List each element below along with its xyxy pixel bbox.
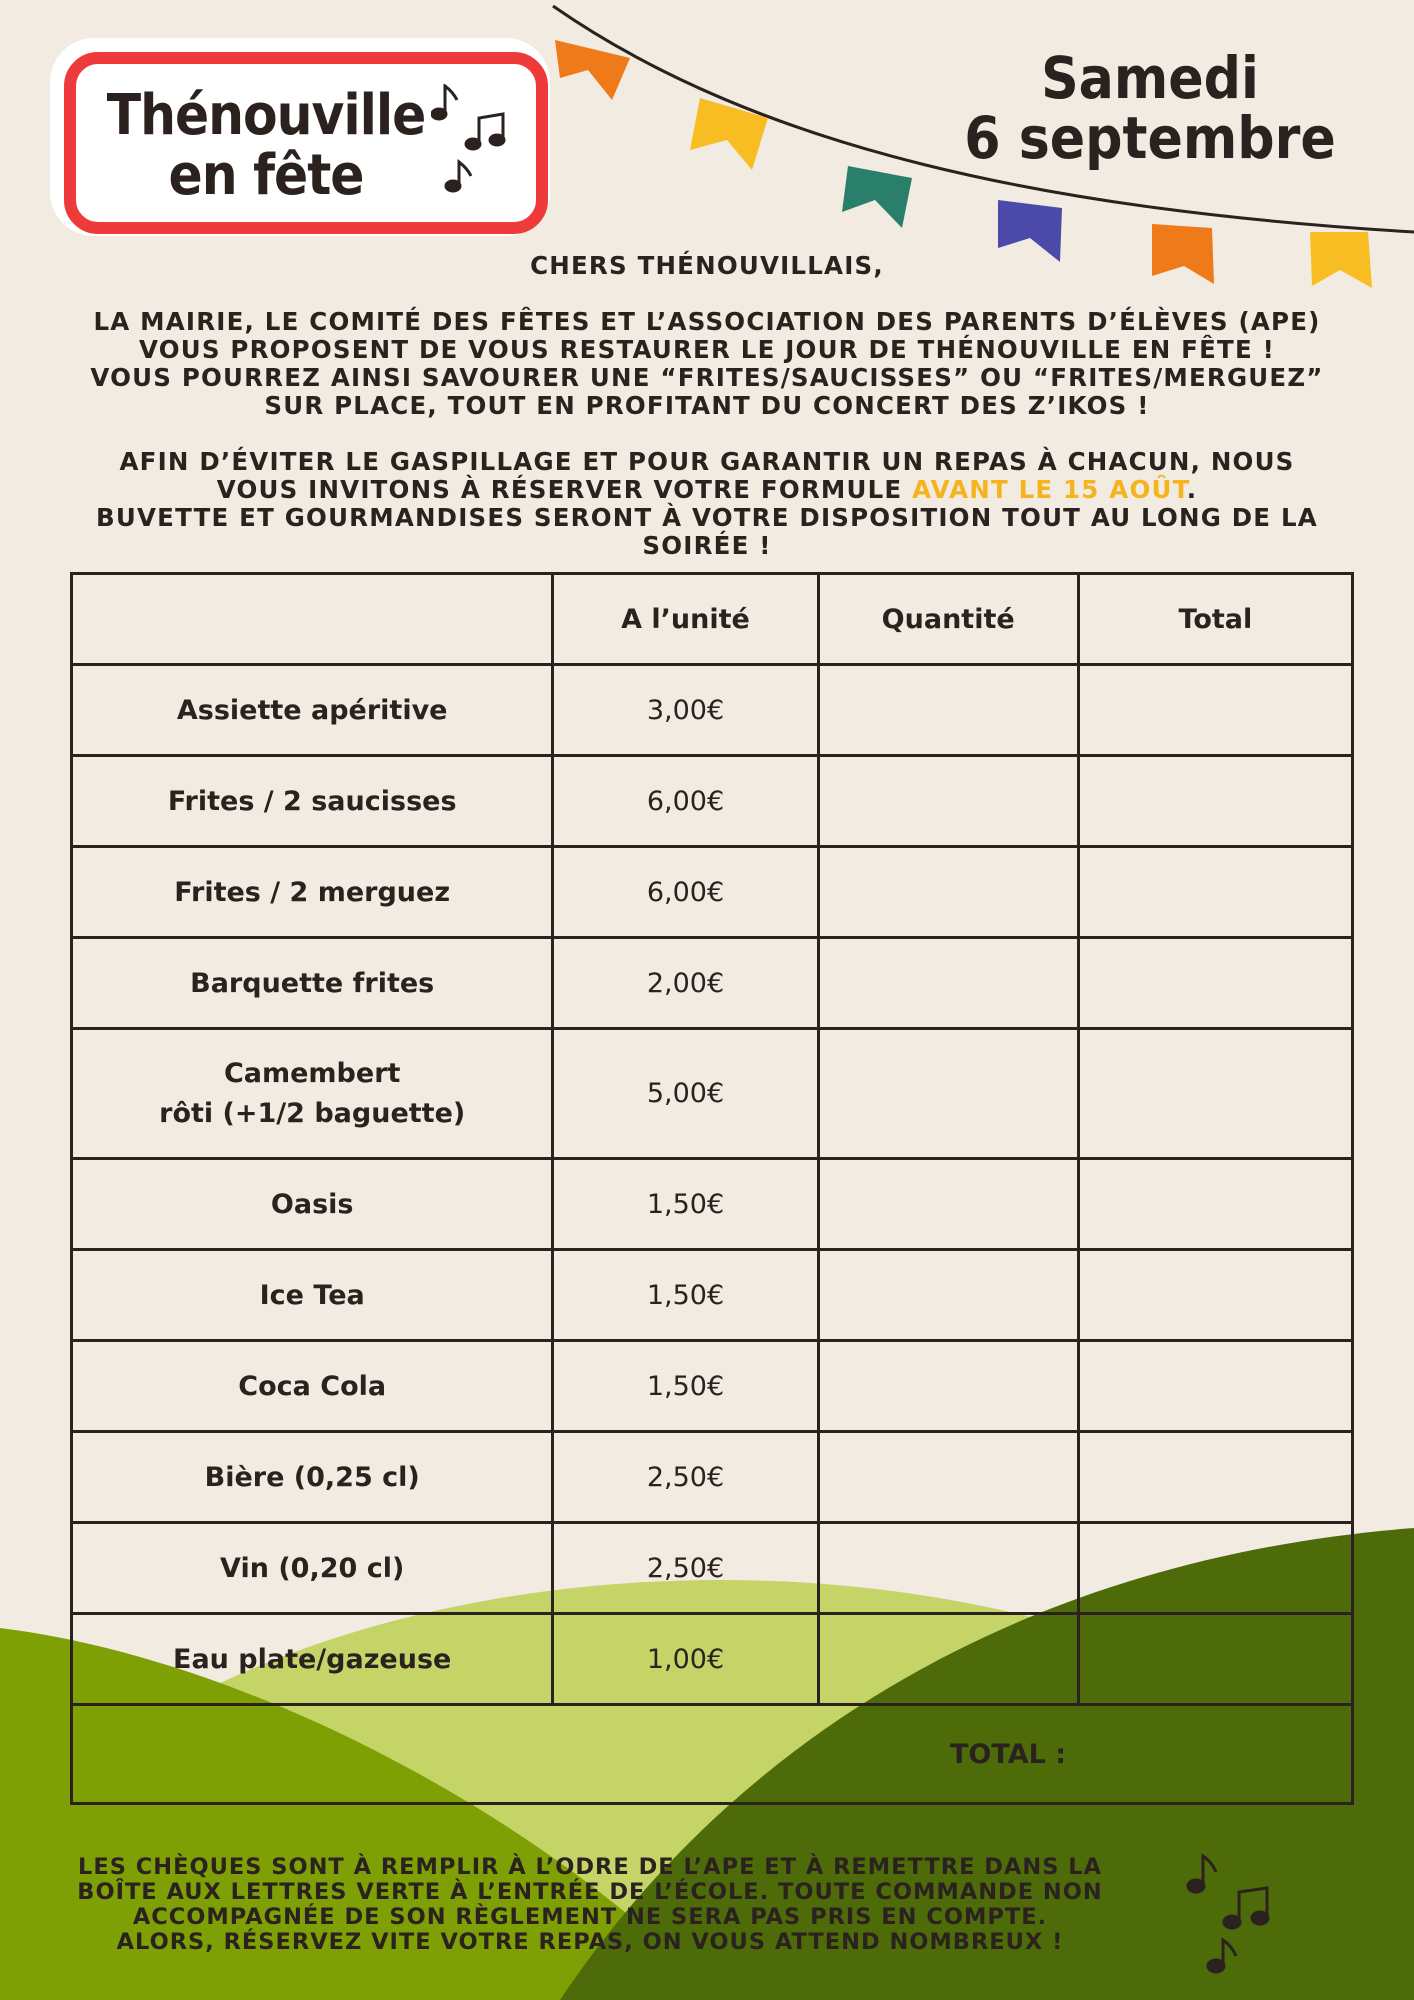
item-name-line-1: Camembert xyxy=(223,1057,401,1089)
item-name-line-2: rôti (+1/2 baguette) xyxy=(159,1097,466,1129)
header-total: Total xyxy=(1078,574,1352,665)
date-day: Samedi xyxy=(1041,44,1259,112)
item-price: 6,00€ xyxy=(553,756,818,847)
header-quantity: Quantité xyxy=(818,574,1078,665)
deadline-pre: VOUS INVITONS À RÉSERVER VOTRE FORMULE xyxy=(216,475,913,504)
quantity-cell[interactable] xyxy=(818,1159,1078,1250)
footer-line: BOÎTE AUX LETTRES VERTE À L’ENTRÉE DE L’ÉCOLE. TOUTE COMMANDE NON xyxy=(77,1879,1103,1905)
table-header-row xyxy=(72,574,1353,665)
table-row xyxy=(72,1029,1353,1159)
footer-text xyxy=(60,1855,1120,1955)
item-price: 1,50€ xyxy=(553,1341,818,1432)
music-notes-icon xyxy=(1182,1852,1292,1982)
quantity-cell[interactable] xyxy=(818,1250,1078,1341)
item-name: Vin (0,20 cl) xyxy=(72,1523,553,1614)
item-name: Frites / 2 merguez xyxy=(72,847,553,938)
item-name: Eau plate/gazeuse xyxy=(72,1614,553,1705)
logo-line-2: en fête xyxy=(168,143,364,208)
item-price: 1,50€ xyxy=(553,1159,818,1250)
quantity-cell[interactable] xyxy=(818,1341,1078,1432)
deadline-highlight: AVANT LE 15 AOÛT xyxy=(912,475,1187,504)
total-cell[interactable] xyxy=(1078,1432,1352,1523)
event-logo xyxy=(50,38,550,236)
intro-line: BUVETTE ET GOURMANDISES SERONT À VOTRE DISPOSITION TOUT AU LONG DE LA xyxy=(96,503,1318,532)
quantity-cell[interactable] xyxy=(818,1614,1078,1705)
item-price: 2,00€ xyxy=(553,938,818,1029)
intro-line: LA MAIRIE, LE COMITÉ DES FÊTES ET L’ASSOCIATION DES PARENTS D’ÉLÈVES (APE) xyxy=(93,307,1321,336)
table-row xyxy=(72,1341,1353,1432)
item-name xyxy=(72,1029,553,1159)
total-cell[interactable] xyxy=(1078,1029,1352,1159)
intro-line: VOUS PROPOSENT DE VOUS RESTAURER LE JOUR DE THÉNOUVILLE EN FÊTE ! xyxy=(138,335,1276,364)
intro-text xyxy=(60,252,1354,560)
table-row xyxy=(72,1250,1353,1341)
item-price: 1,50€ xyxy=(553,1250,818,1341)
quantity-cell[interactable] xyxy=(818,1432,1078,1523)
footer-line: ALORS, RÉSERVEZ VITE VOTRE REPAS, ON VOUS ATTEND NOMBREUX ! xyxy=(116,1929,1064,1955)
item-price: 2,50€ xyxy=(553,1432,818,1523)
table-row xyxy=(72,938,1353,1029)
table-row xyxy=(72,756,1353,847)
table-row xyxy=(72,1159,1353,1250)
item-name: Coca Cola xyxy=(72,1341,553,1432)
item-name: Oasis xyxy=(72,1159,553,1250)
intro-line: SOIRÉE ! xyxy=(642,531,772,560)
logo-line-1: Thénouville xyxy=(106,83,426,148)
order-table xyxy=(70,572,1354,1805)
item-price: 3,00€ xyxy=(553,665,818,756)
item-name: Assiette apéritive xyxy=(72,665,553,756)
footer-line: LES CHÈQUES SONT À REMPLIR À L’ODRE DE L’APE ET À REMETTRE DANS LA xyxy=(78,1854,1102,1880)
event-date xyxy=(960,44,1340,172)
grand-total-row xyxy=(72,1705,1353,1804)
music-notes-icon xyxy=(431,84,531,204)
grand-total-label[interactable]: TOTAL : xyxy=(72,1705,1353,1804)
total-cell[interactable] xyxy=(1078,1614,1352,1705)
total-cell[interactable] xyxy=(1078,1250,1352,1341)
quantity-cell[interactable] xyxy=(818,847,1078,938)
intro-line: SUR PLACE, TOUT EN PROFITANT DU CONCERT DES Z’IKOS ! xyxy=(264,391,1150,420)
total-cell[interactable] xyxy=(1078,756,1352,847)
intro-line: AFIN D’ÉVITER LE GASPILLAGE ET POUR GARANTIR UN REPAS À CHACUN, NOUS xyxy=(119,447,1295,476)
table-row xyxy=(72,1614,1353,1705)
intro-line-deadline xyxy=(60,476,1354,504)
item-name: Barquette frites xyxy=(72,938,553,1029)
quantity-cell[interactable] xyxy=(818,1523,1078,1614)
total-cell[interactable] xyxy=(1078,1341,1352,1432)
item-name: Bière (0,25 cl) xyxy=(72,1432,553,1523)
total-cell[interactable] xyxy=(1078,665,1352,756)
total-cell[interactable] xyxy=(1078,1523,1352,1614)
total-cell[interactable] xyxy=(1078,1159,1352,1250)
item-price: 2,50€ xyxy=(553,1523,818,1614)
total-cell[interactable] xyxy=(1078,938,1352,1029)
intro-line: VOUS POURREZ AINSI SAVOURER UNE “FRITES/SAUCISSES” OU “FRITES/MERGUEZ” xyxy=(90,363,1324,392)
greeting: CHERS THÉNOUVILLAIS, xyxy=(530,251,884,280)
quantity-cell[interactable] xyxy=(818,938,1078,1029)
item-price: 6,00€ xyxy=(553,847,818,938)
logo-frame xyxy=(64,52,548,234)
quantity-cell[interactable] xyxy=(818,756,1078,847)
deadline-post: . xyxy=(1186,475,1198,504)
item-name: Ice Tea xyxy=(72,1250,553,1341)
header-item xyxy=(72,574,553,665)
total-cell[interactable] xyxy=(1078,847,1352,938)
logo-title xyxy=(106,83,426,208)
date-month: 6 septembre xyxy=(964,104,1336,172)
header-unit-price: A l’unité xyxy=(553,574,818,665)
quantity-cell[interactable] xyxy=(818,1029,1078,1159)
table-row xyxy=(72,1523,1353,1614)
item-name: Frites / 2 saucisses xyxy=(72,756,553,847)
quantity-cell[interactable] xyxy=(818,665,1078,756)
item-price: 5,00€ xyxy=(553,1029,818,1159)
footer-line: ACCOMPAGNÉE DE SON RÈGLEMENT NE SERA PAS PRIS EN COMPTE. xyxy=(132,1904,1048,1930)
table-row xyxy=(72,1432,1353,1523)
table-row xyxy=(72,847,1353,938)
table-row xyxy=(72,665,1353,756)
item-price: 1,00€ xyxy=(553,1614,818,1705)
